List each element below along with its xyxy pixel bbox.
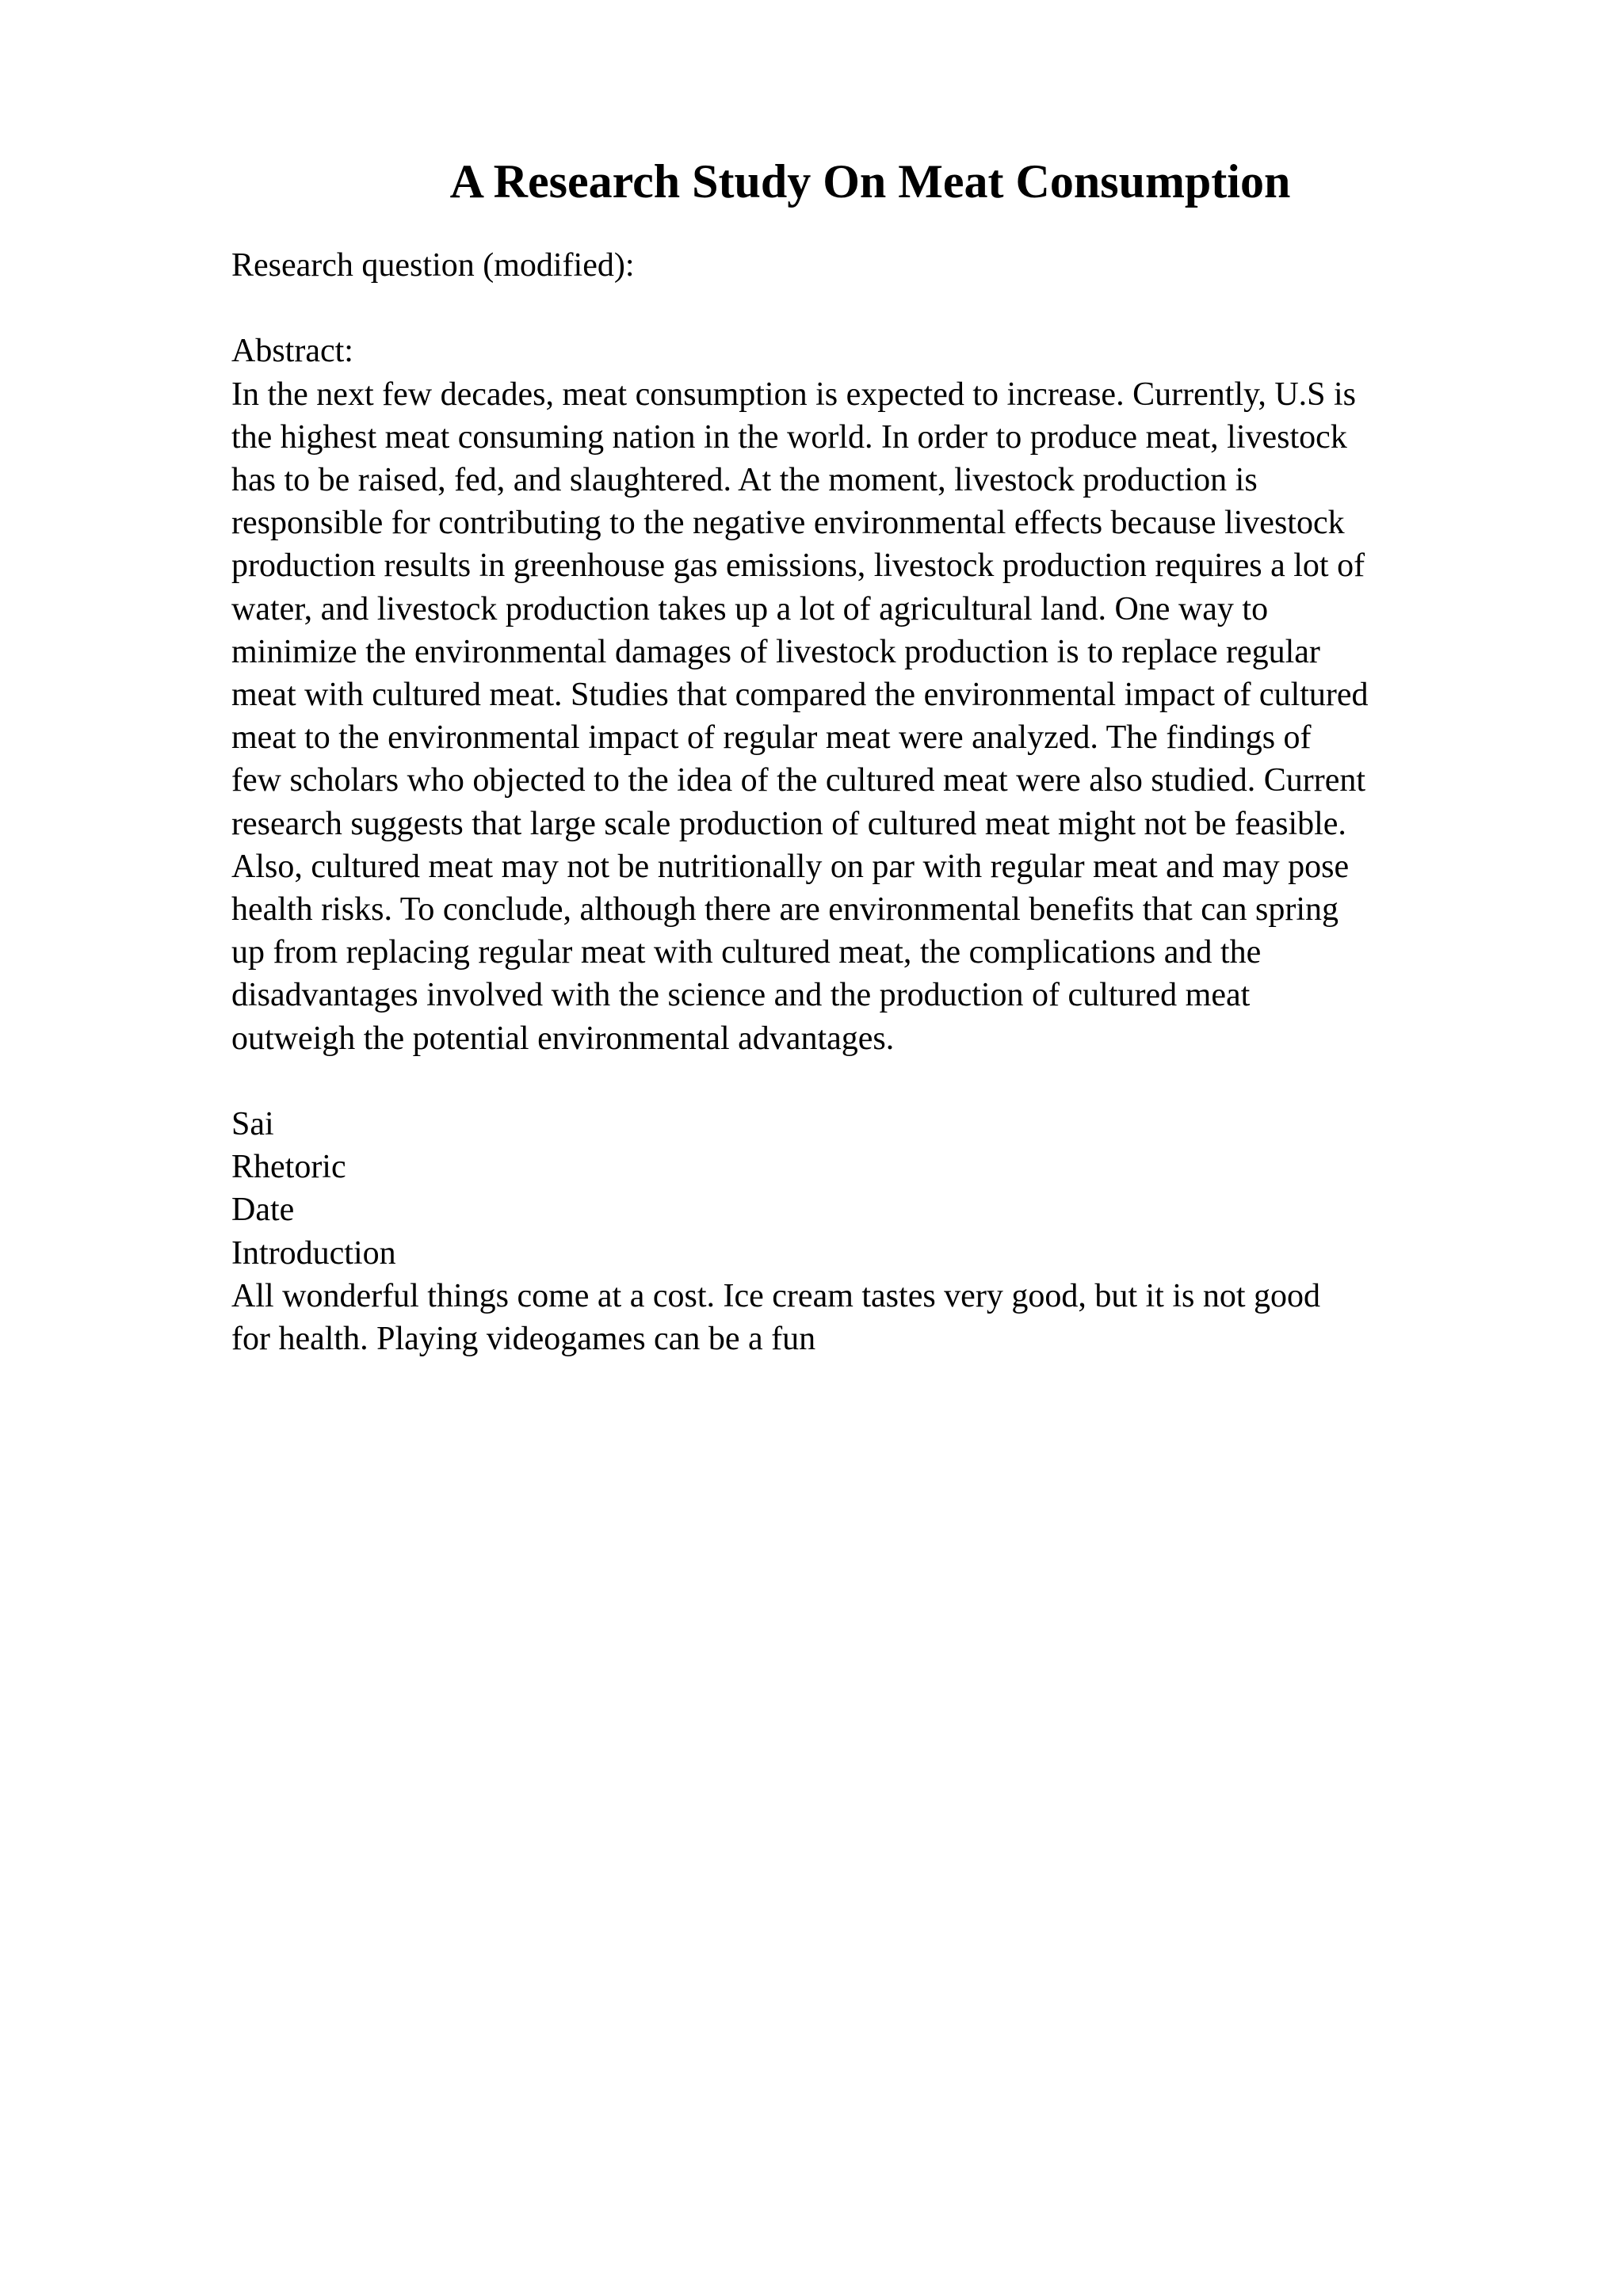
abstract-line: has to be raised, fed, and slaughtered. At the moment, livestock production is bbox=[231, 462, 1258, 498]
abstract-line: meat with cultured meat. Studies that compared the environmental impact of cultured bbox=[231, 677, 1369, 714]
date-label: Date bbox=[231, 1192, 295, 1229]
blank-line bbox=[231, 287, 1515, 330]
abstract-line: outweigh the potential environmental advantages. bbox=[231, 1020, 895, 1057]
abstract-line: Also, cultured meat may not be nutritionally on par with regular meat and may pose bbox=[231, 848, 1350, 885]
abstract-line: meat to the environmental impact of regular meat were analyzed. The findings of bbox=[231, 719, 1312, 757]
abstract-line: the highest meat consuming nation in the world. In order to produce meat, livestock bbox=[231, 418, 1347, 456]
author-name: Sai bbox=[231, 1106, 274, 1143]
abstract-label: Abstract: bbox=[231, 333, 353, 370]
introduction-line: for health. Playing videogames can be a fun bbox=[231, 1321, 816, 1358]
abstract-line: production results in greenhouse gas emissions, livestock production requires a lot of bbox=[231, 547, 1365, 585]
abstract-line: In the next few decades, meat consumption is expected to increase. Currently, U.S is bbox=[231, 376, 1357, 413]
introduction-label: Introduction bbox=[231, 1234, 396, 1272]
research-question-label: Research question (modified): bbox=[231, 247, 635, 284]
abstract-line: disadvantages involved with the science and the production of cultured meat bbox=[231, 977, 1251, 1014]
abstract-paragraph bbox=[231, 373, 1515, 1060]
abstract-line: health risks. To conclude, although there are environmental benefits that can spring bbox=[231, 891, 1339, 929]
blank-line bbox=[231, 1060, 1515, 1103]
introduction-line: All wonderful things come at a cost. Ice cream tastes very good, but it is not good bbox=[231, 1277, 1321, 1314]
abstract-line: few scholars who objected to the idea of the cultured meat were also studied. Current bbox=[231, 762, 1366, 799]
abstract-line: responsible for contributing to the negative environmental effects because livestock bbox=[231, 505, 1345, 542]
introduction-paragraph bbox=[231, 1275, 1515, 1360]
course-name: Rhetoric bbox=[231, 1149, 346, 1186]
abstract-line: research suggests that large scale production of cultured meat might not be feasible. bbox=[231, 805, 1346, 842]
abstract-line: water, and livestock production takes up a lot of agricultural land. One way to bbox=[231, 590, 1269, 627]
document-title: A Research Study On Meat Consumption bbox=[449, 155, 1291, 208]
abstract-line: up from replacing regular meat with cultured meat, the complications and the bbox=[231, 934, 1262, 971]
abstract-line: minimize the environmental damages of livestock production is to replace regular bbox=[231, 633, 1320, 670]
document-body bbox=[231, 244, 1515, 1360]
